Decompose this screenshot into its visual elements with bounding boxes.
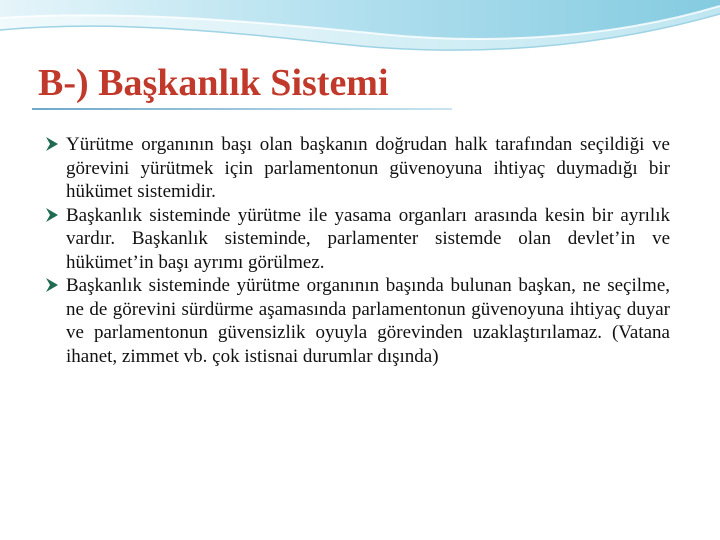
bullet-item xyxy=(44,274,670,368)
bullet-list xyxy=(44,133,670,368)
arrow-right-icon xyxy=(44,136,60,152)
title-underline xyxy=(32,108,452,110)
arrow-right-icon xyxy=(44,277,60,293)
bullet-item xyxy=(44,133,670,204)
arrow-right-icon xyxy=(44,207,60,223)
bullet-text: Başkanlık sisteminde yürütme ile yasama organları arasında kesin bir ayrılık vardır. Başkanlık sisteminde, parlamenter sistemde olan devlet’in ve hükümet’in başı ayrımı görülmez. xyxy=(66,204,670,273)
bullet-item xyxy=(44,204,670,275)
slide-title: B-) Başkanlık Sistemi xyxy=(38,62,389,104)
bullet-text: Başkanlık sisteminde yürütme organının başında bulunan başkan, ne seçilme, ne de görevini sürdürme aşamasında parlamentonun güvenoyuna ihtiyaç duyar ve parlamentonun güvensizlik oyuyla görevinden uzaklaştırılamaz. (Vatana ihanet, zimmet vb. çok istisnai durumlar dışında) xyxy=(66,275,670,367)
bullet-text: Yürütme organının başı olan başkanın doğrudan halk tarafından seçildiği ve görevini yürütmek için parlamentonun güvenoyuna ihtiyaç duymadığı bir hükümet sistemidir. xyxy=(66,134,670,202)
header-wave-decoration xyxy=(0,0,720,70)
